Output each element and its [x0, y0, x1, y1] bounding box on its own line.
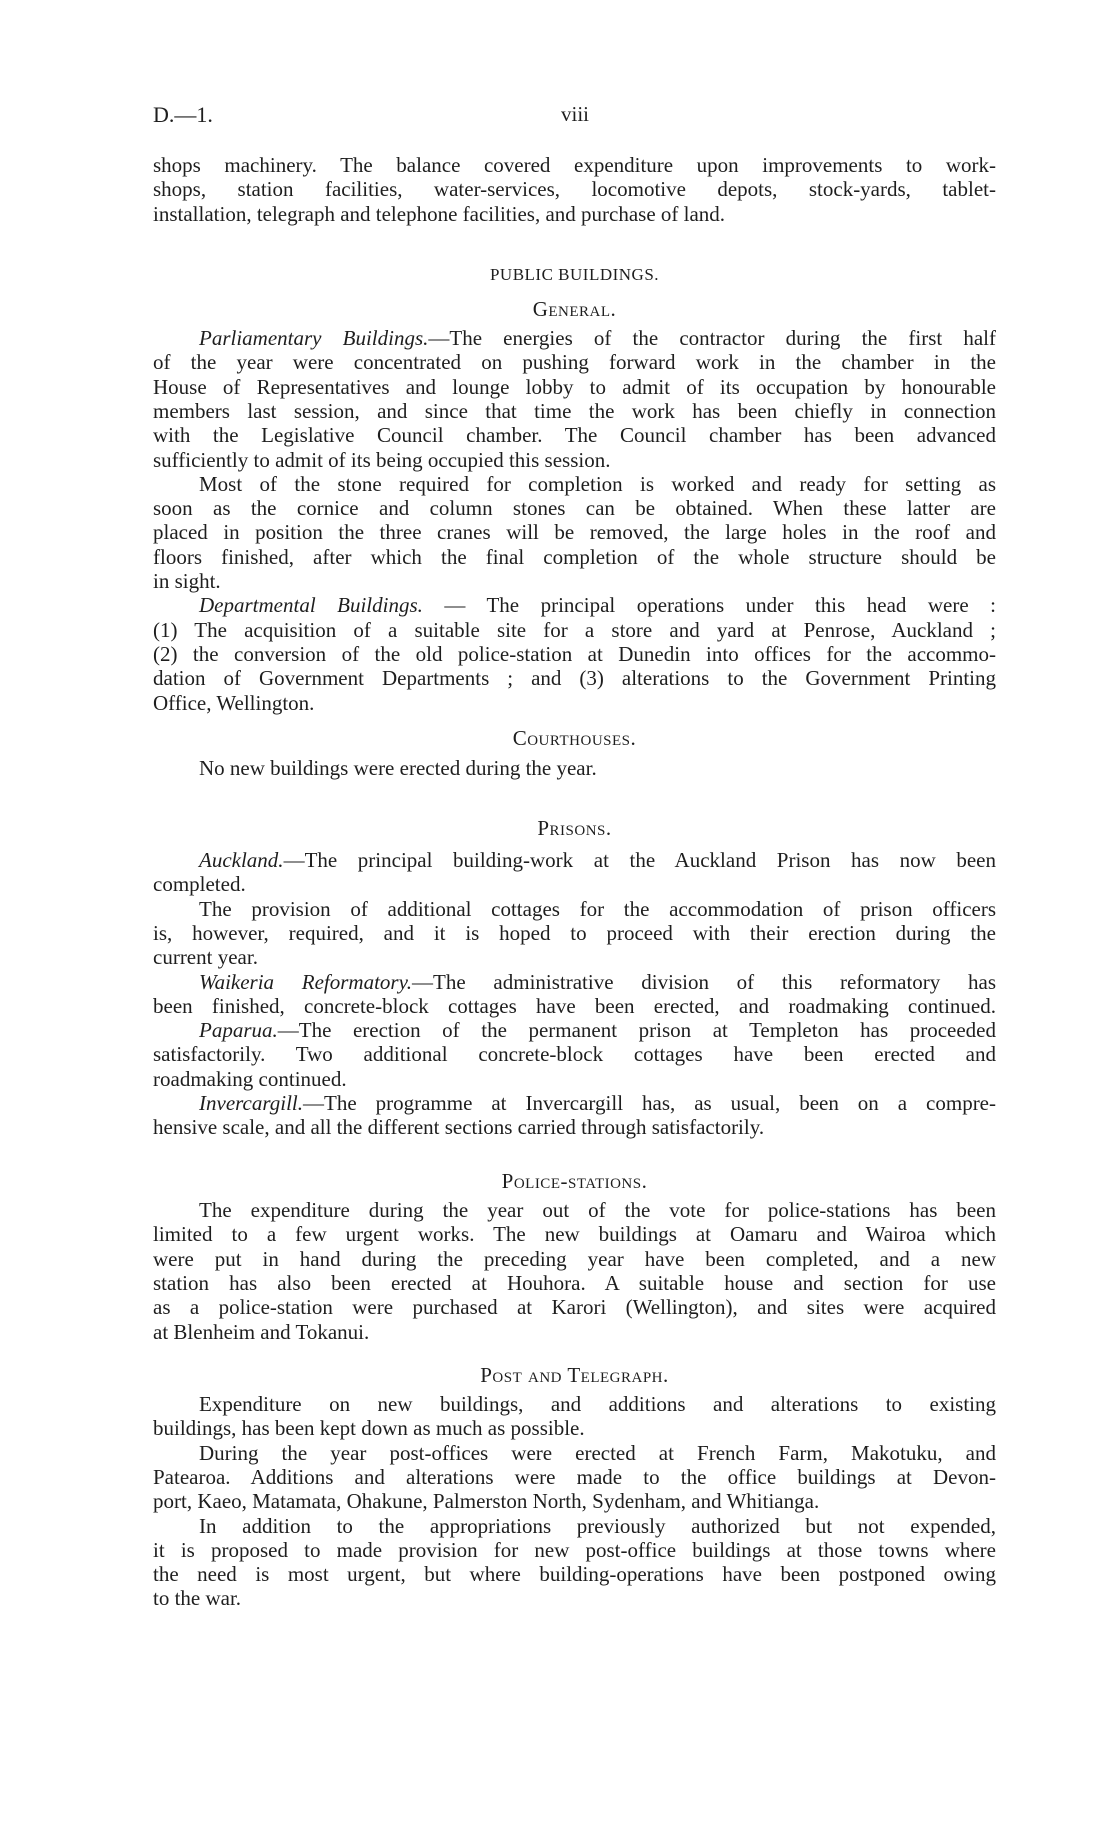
section-heading: Courthouses. [512, 726, 637, 750]
italic-lead: Paparua. [199, 1018, 278, 1043]
text-line [153, 447, 996, 473]
italic-lead: Waikeria Reformatory. [199, 969, 413, 994]
text-line [153, 1319, 996, 1345]
line-text: Most of the stone required for completion is worked and ready for setting as [199, 471, 996, 496]
line-text: During the year post-offices were erected at French Farm, Makotuku, and [199, 1440, 996, 1465]
section-heading: Post and Telegraph. [480, 1363, 669, 1387]
text-line [153, 690, 996, 716]
line-text: floors finished, after which the final completion of the whole structure should be [153, 544, 996, 569]
text-line [199, 1513, 996, 1539]
line-text: House of Representatives and lounge lobby to admit of its occupation by honourable [153, 374, 996, 399]
line-text: The provision of additional cottages for the accommodation of prison officers [199, 896, 996, 921]
line-text: —The erection of the permanent prison at Templeton has proceeded [277, 1018, 996, 1043]
line-text: the need is most urgent, but where building-operations have been postponed owing [153, 1562, 996, 1587]
text-line [153, 152, 996, 178]
text-line [153, 1561, 996, 1587]
text-line [153, 641, 996, 667]
text-line [153, 1294, 996, 1320]
line-text: soon as the cornice and column stones can be obtained. When these latter are [153, 496, 996, 521]
line-text: installation, telegraph and telephone facilities, and purchase of land. [153, 201, 726, 226]
line-text: —The principal building-work at the Auckland Prison has now been [283, 848, 996, 872]
line-text: Patearoa. Additions and alterations were made to the office buildings at Devon- [153, 1464, 996, 1489]
line-text: (1) The acquisition of a suitable site for a store and yard at Penrose, Auckland ; [153, 617, 996, 642]
text-line [199, 471, 996, 497]
line-text: as a police-station were purchased at Karori (Wellington), and sites were acquired [153, 1295, 996, 1320]
line-text: (2) the conversion of the old police-station at Dunedin into offices for the accommo- [153, 641, 996, 666]
line-text: current year. [153, 945, 258, 970]
line-text: shops machinery. The balance covered expenditure upon improvements to work- [153, 153, 996, 177]
line-text: were put in hand during the preceding year have been completed, and a new [153, 1246, 996, 1271]
text-line [199, 1391, 996, 1417]
text-line [199, 592, 996, 618]
italic-lead: Auckland. [199, 848, 284, 872]
text-line [153, 1114, 996, 1140]
line-text: with the Legislative Council chamber. The Council chamber has been advanced [153, 423, 996, 448]
text-line [153, 349, 996, 375]
text-line [199, 969, 996, 995]
line-text: to the war. [153, 1586, 242, 1611]
text-line [153, 519, 996, 545]
line-text: members last session, and since that time the work has been chiefly in connection [153, 398, 996, 423]
line-text: it is proposed to made provision for new post-office buildings at those towns where [153, 1537, 996, 1562]
text-line [199, 1440, 996, 1466]
text-line [199, 755, 996, 781]
text-line [153, 871, 996, 897]
line-text: Office, Wellington. [153, 690, 315, 715]
text-line [153, 1537, 996, 1563]
document-code: D.—1. [153, 102, 213, 127]
line-text: — The principal operations under this head were : [422, 593, 996, 618]
line-text: —The administrative division of this reformatory has [412, 969, 996, 994]
text-line [153, 544, 996, 570]
text-line [153, 1066, 996, 1092]
text-line [153, 1246, 996, 1272]
line-text: completed. [153, 872, 246, 897]
text-line [153, 1464, 996, 1490]
text-line [153, 1221, 996, 1247]
text-line [153, 1415, 996, 1441]
line-text: placed in position the three cranes will be removed, the large holes in the roof and [153, 520, 996, 545]
text-line [199, 847, 996, 873]
text-line [153, 201, 996, 227]
text-line [199, 325, 996, 351]
text-line [153, 398, 996, 424]
line-text: in sight. [153, 569, 221, 593]
line-text: buildings, has been kept down as much as possible. [153, 1416, 585, 1441]
page-number: viii [560, 102, 589, 126]
line-text: —The energies of the contractor during the first half [428, 326, 996, 350]
line-text: satisfactorily. Two additional concrete-block cottages have been erected and [153, 1042, 996, 1067]
line-text: The expenditure during the year out of the vote for police-stations has been [199, 1198, 996, 1222]
text-line [153, 1270, 996, 1296]
text-line [153, 944, 996, 970]
line-text: is, however, required, and it is hoped to proceed with their erection during the [153, 920, 996, 945]
text-line [153, 665, 996, 691]
text-line [199, 1017, 996, 1043]
line-text: port, Kaeo, Matamata, Ohakune, Palmerston North, Sydenham, and Whitianga. [153, 1489, 820, 1514]
italic-lead: Parliamentary Buildings. [199, 326, 429, 350]
italic-lead: Departmental Buildings. [199, 593, 423, 618]
line-text: Expenditure on new buildings, and additions and alterations to existing [199, 1392, 996, 1416]
text-line [199, 896, 996, 922]
section-heading: Police-stations. [501, 1169, 648, 1193]
text-line [153, 617, 996, 643]
italic-lead: Invercargill. [199, 1091, 303, 1115]
text-line [153, 495, 996, 521]
line-text: hensive scale, and all the different sections carried through satisfactorily. [153, 1115, 765, 1140]
section-heading: PUBLIC BUILDINGS. [489, 265, 660, 284]
text-line [199, 1090, 996, 1116]
text-line [153, 422, 996, 448]
text-line [153, 1585, 996, 1611]
text-line [153, 568, 996, 594]
line-text: roadmaking continued. [153, 1066, 347, 1091]
line-text: station has also been erected at Houhora. A suitable house and section for use [153, 1270, 996, 1295]
text-line [153, 920, 996, 946]
line-text: dation of Government Departments ; and (3) alterations to the Government Printing [153, 666, 996, 691]
line-text: been finished, concrete-block cottages have been erected, and roadmaking continued. [153, 993, 996, 1018]
line-text: of the year were concentrated on pushing forward work in the chamber in the [153, 350, 996, 375]
line-text: at Blenheim and Tokanui. [153, 1319, 370, 1344]
text-line [153, 1041, 996, 1067]
line-text: limited to a few urgent works. The new buildings at Oamaru and Wairoa which [153, 1222, 996, 1247]
section-heading: General. [532, 297, 617, 321]
line-text: —The programme at Invercargill has, as usual, been on a compre- [303, 1091, 996, 1115]
line-text: In addition to the appropriations previously authorized but not expended, [199, 1513, 996, 1538]
text-line [153, 993, 996, 1019]
text-line [153, 374, 996, 400]
section-heading: Prisons. [537, 816, 612, 840]
line-text: No new buildings were erected during the year. [199, 756, 597, 780]
text-line [153, 176, 996, 202]
line-text: shops, station facilities, water-services, locomotive depots, stock-yards, tablet- [153, 177, 996, 202]
text-line [199, 1197, 996, 1223]
text-line [153, 1488, 996, 1514]
line-text: sufficiently to admit of its being occupied this session. [153, 447, 611, 472]
